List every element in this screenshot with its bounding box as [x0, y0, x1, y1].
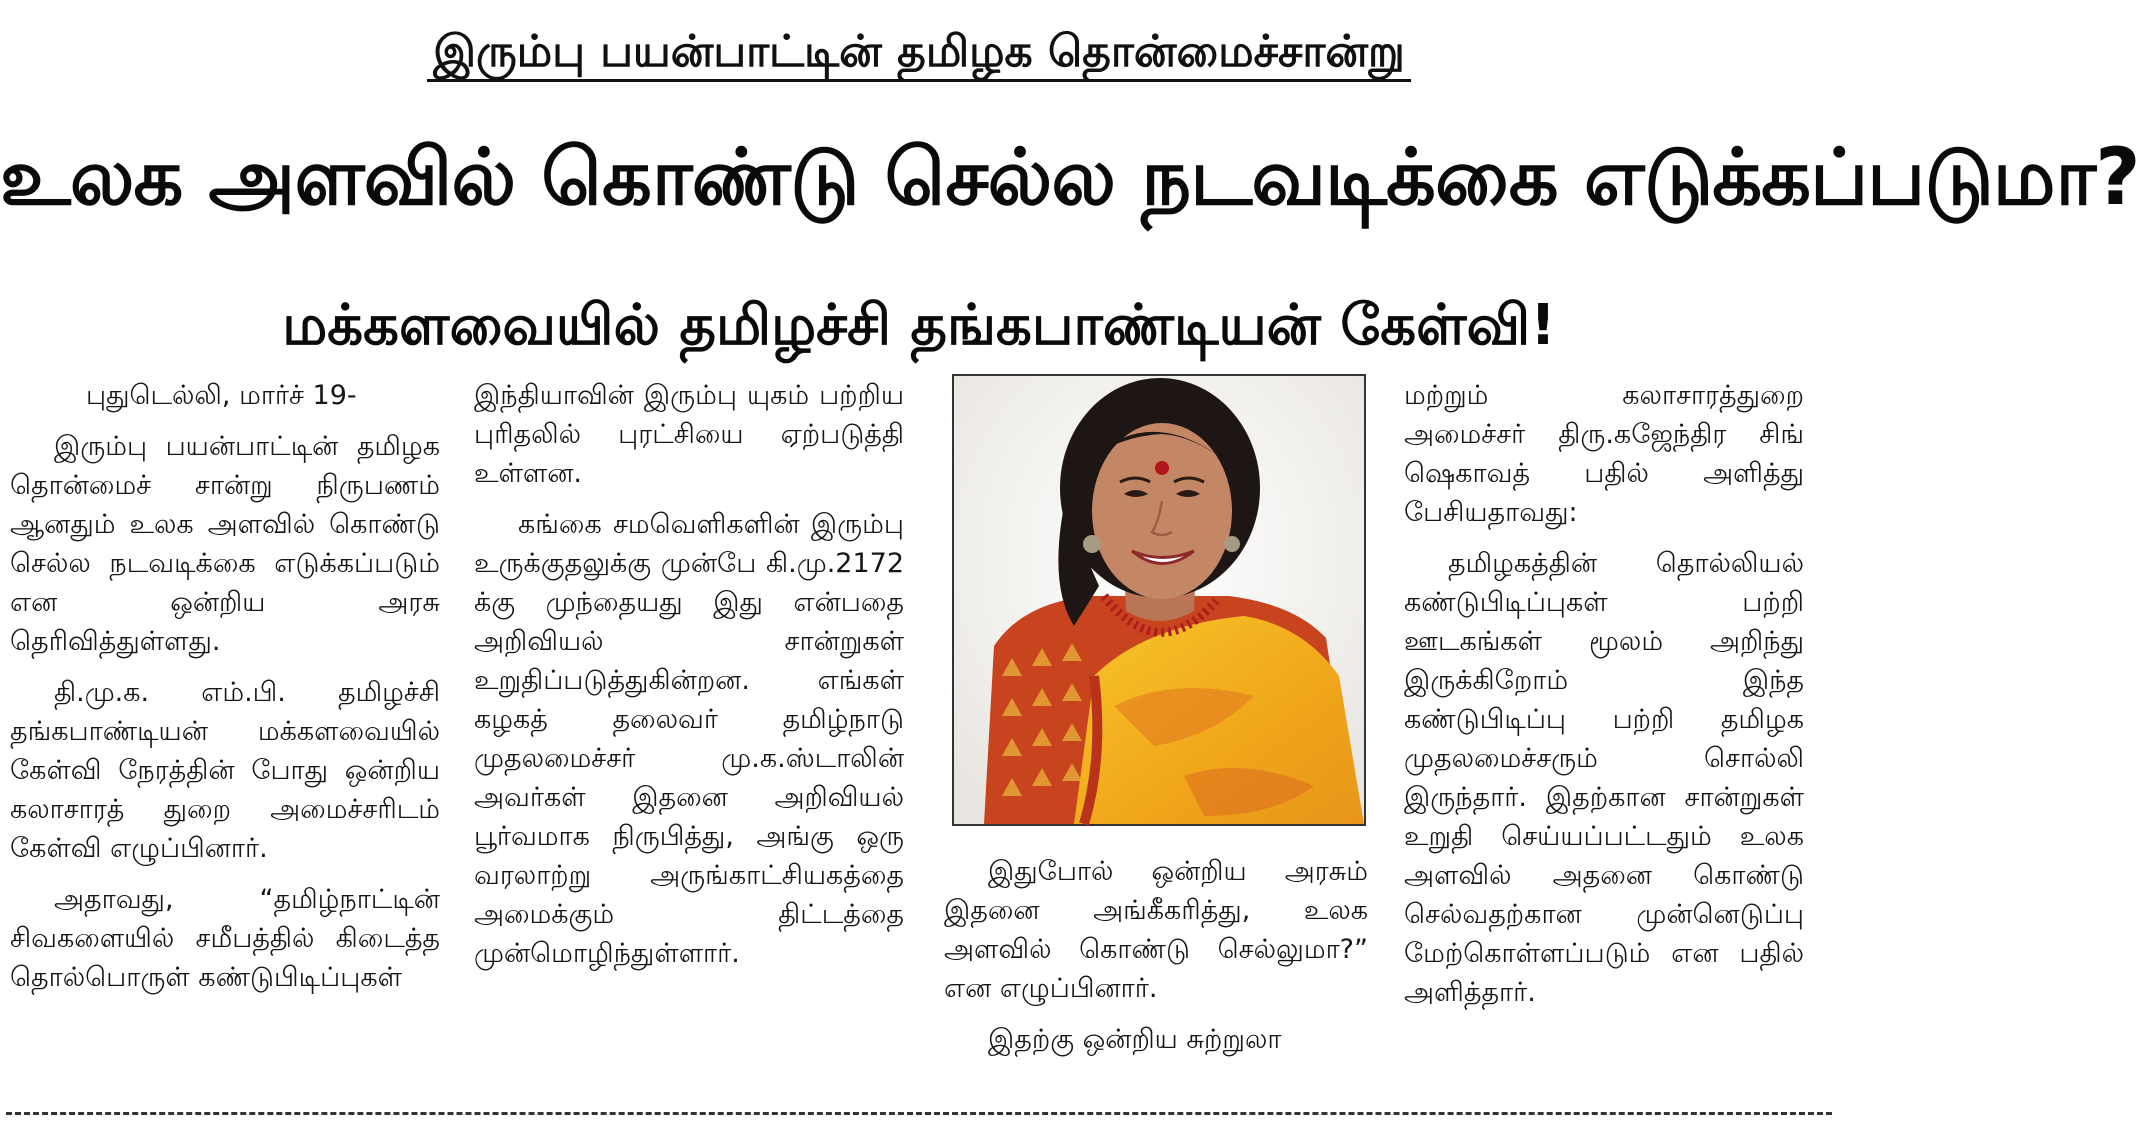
article-column-3 [944, 852, 1368, 1071]
paragraph: தமிழகத்தின் தொல்லியல் கண்டுபிடிப்புகள் பற்றி ஊடகங்கள் மூலம் அறிந்து இருக்கிறோம் இந்த கண்டுபிடிப்பு பற்றி தமிழக முதலமைச்சரும் சொல்லி இருந்தார். இதற்கான சான்றுகள் உறுதி செய்யப்பட்டதும் உலக அளவில் அதனை கொண்டு செல்வதற்கான முன்னெடுப்பு மேற்கொள்ளப்படும் என பதில் அளித்தார். [1404, 548, 1804, 1008]
paragraph: இதுபோல் ஒன்றிய அரசும் இதனை அங்கீகரித்து, உலக அளவில் கொண்டு செல்லுமா?” என எழுப்பினார். [944, 856, 1368, 1004]
headline: உலக அளவில் கொண்டு செல்ல நடவடிக்கை எடுக்கப்படுமா? [0, 133, 2140, 223]
paragraph: கங்கை சமவெளிகளின் இரும்பு உருக்குதலுக்கு முன்பே கி.மு.2172 க்கு முந்தையது இது என்பதை அறிவியல் சான்றுகள் உறுதிப்படுத்துகின்றன. எங்கள் கழகத் தலைவர் தமிழ்நாடு முதலமைச்சர் மு.க.ஸ்டாலின் அவர்கள் இதனை அறிவியல் பூர்வமாக நிருபித்து, அங்கு ஒரு வரலாற்று அருங்காட்சியகத்தை அமைக்கும் திட்டத்தை முன்மொழிந்துள்ளார். [474, 509, 904, 969]
bottom-dashed-rule [6, 1112, 1832, 1115]
paragraph: இதற்கு ஒன்றிய சுற்றுலா [988, 1024, 1282, 1055]
paragraph: அதாவது, “தமிழ்நாட்டின் சிவகளையில் சமீபத்தில் கிடைத்த தொல்பொருள் கண்டுபிடிப்புகள் [10, 884, 440, 993]
article-column-1 [10, 376, 440, 1009]
paragraph: இரும்பு பயன்பாட்டின் தமிழக தொன்மைச் சான்று நிருபணம் ஆனதும் உலக அளவில் கொண்டு செல்ல நடவடிக்கை எடுக்கப்படும் என ஒன்றிய அரசு தெரிவித்துள்ளது. [10, 431, 440, 657]
portrait-photo [952, 374, 1366, 826]
article-column-4 [1404, 376, 1804, 1024]
article-column-2 [474, 376, 904, 985]
portrait-illustration [954, 376, 1364, 824]
paragraph: இந்தியாவின் இரும்பு யுகம் பற்றிய புரிதலில் புரட்சியை ஏற்படுத்தி உள்ளன. [474, 380, 904, 489]
dateline: புதுடெல்லி, மார்ச் 19- [86, 380, 357, 411]
kicker-text: இரும்பு பயன்பாட்டின் தமிழக தொன்மைச்சான்று [427, 26, 1411, 82]
paragraph: மற்றும் கலாசாரத்துறை அமைச்சர் திரு.கஜேந்திர சிங் ஷெகாவத் பதில் அளித்து பேசியதாவது: [1404, 380, 1804, 528]
kicker-line [0, 24, 1838, 80]
subheadline: மக்களவையில் தமிழச்சி தங்கபாண்டியன் கேள்வி! [282, 293, 1556, 358]
paragraph: தி.மு.க. எம்.பி. தமிழச்சி தங்கபாண்டியன் மக்களவையில் கேள்வி நேரத்தின் போது ஒன்றிய கலாசாரத் துறை அமைச்சரிடம் கேள்வி எழுப்பினார். [10, 677, 440, 864]
